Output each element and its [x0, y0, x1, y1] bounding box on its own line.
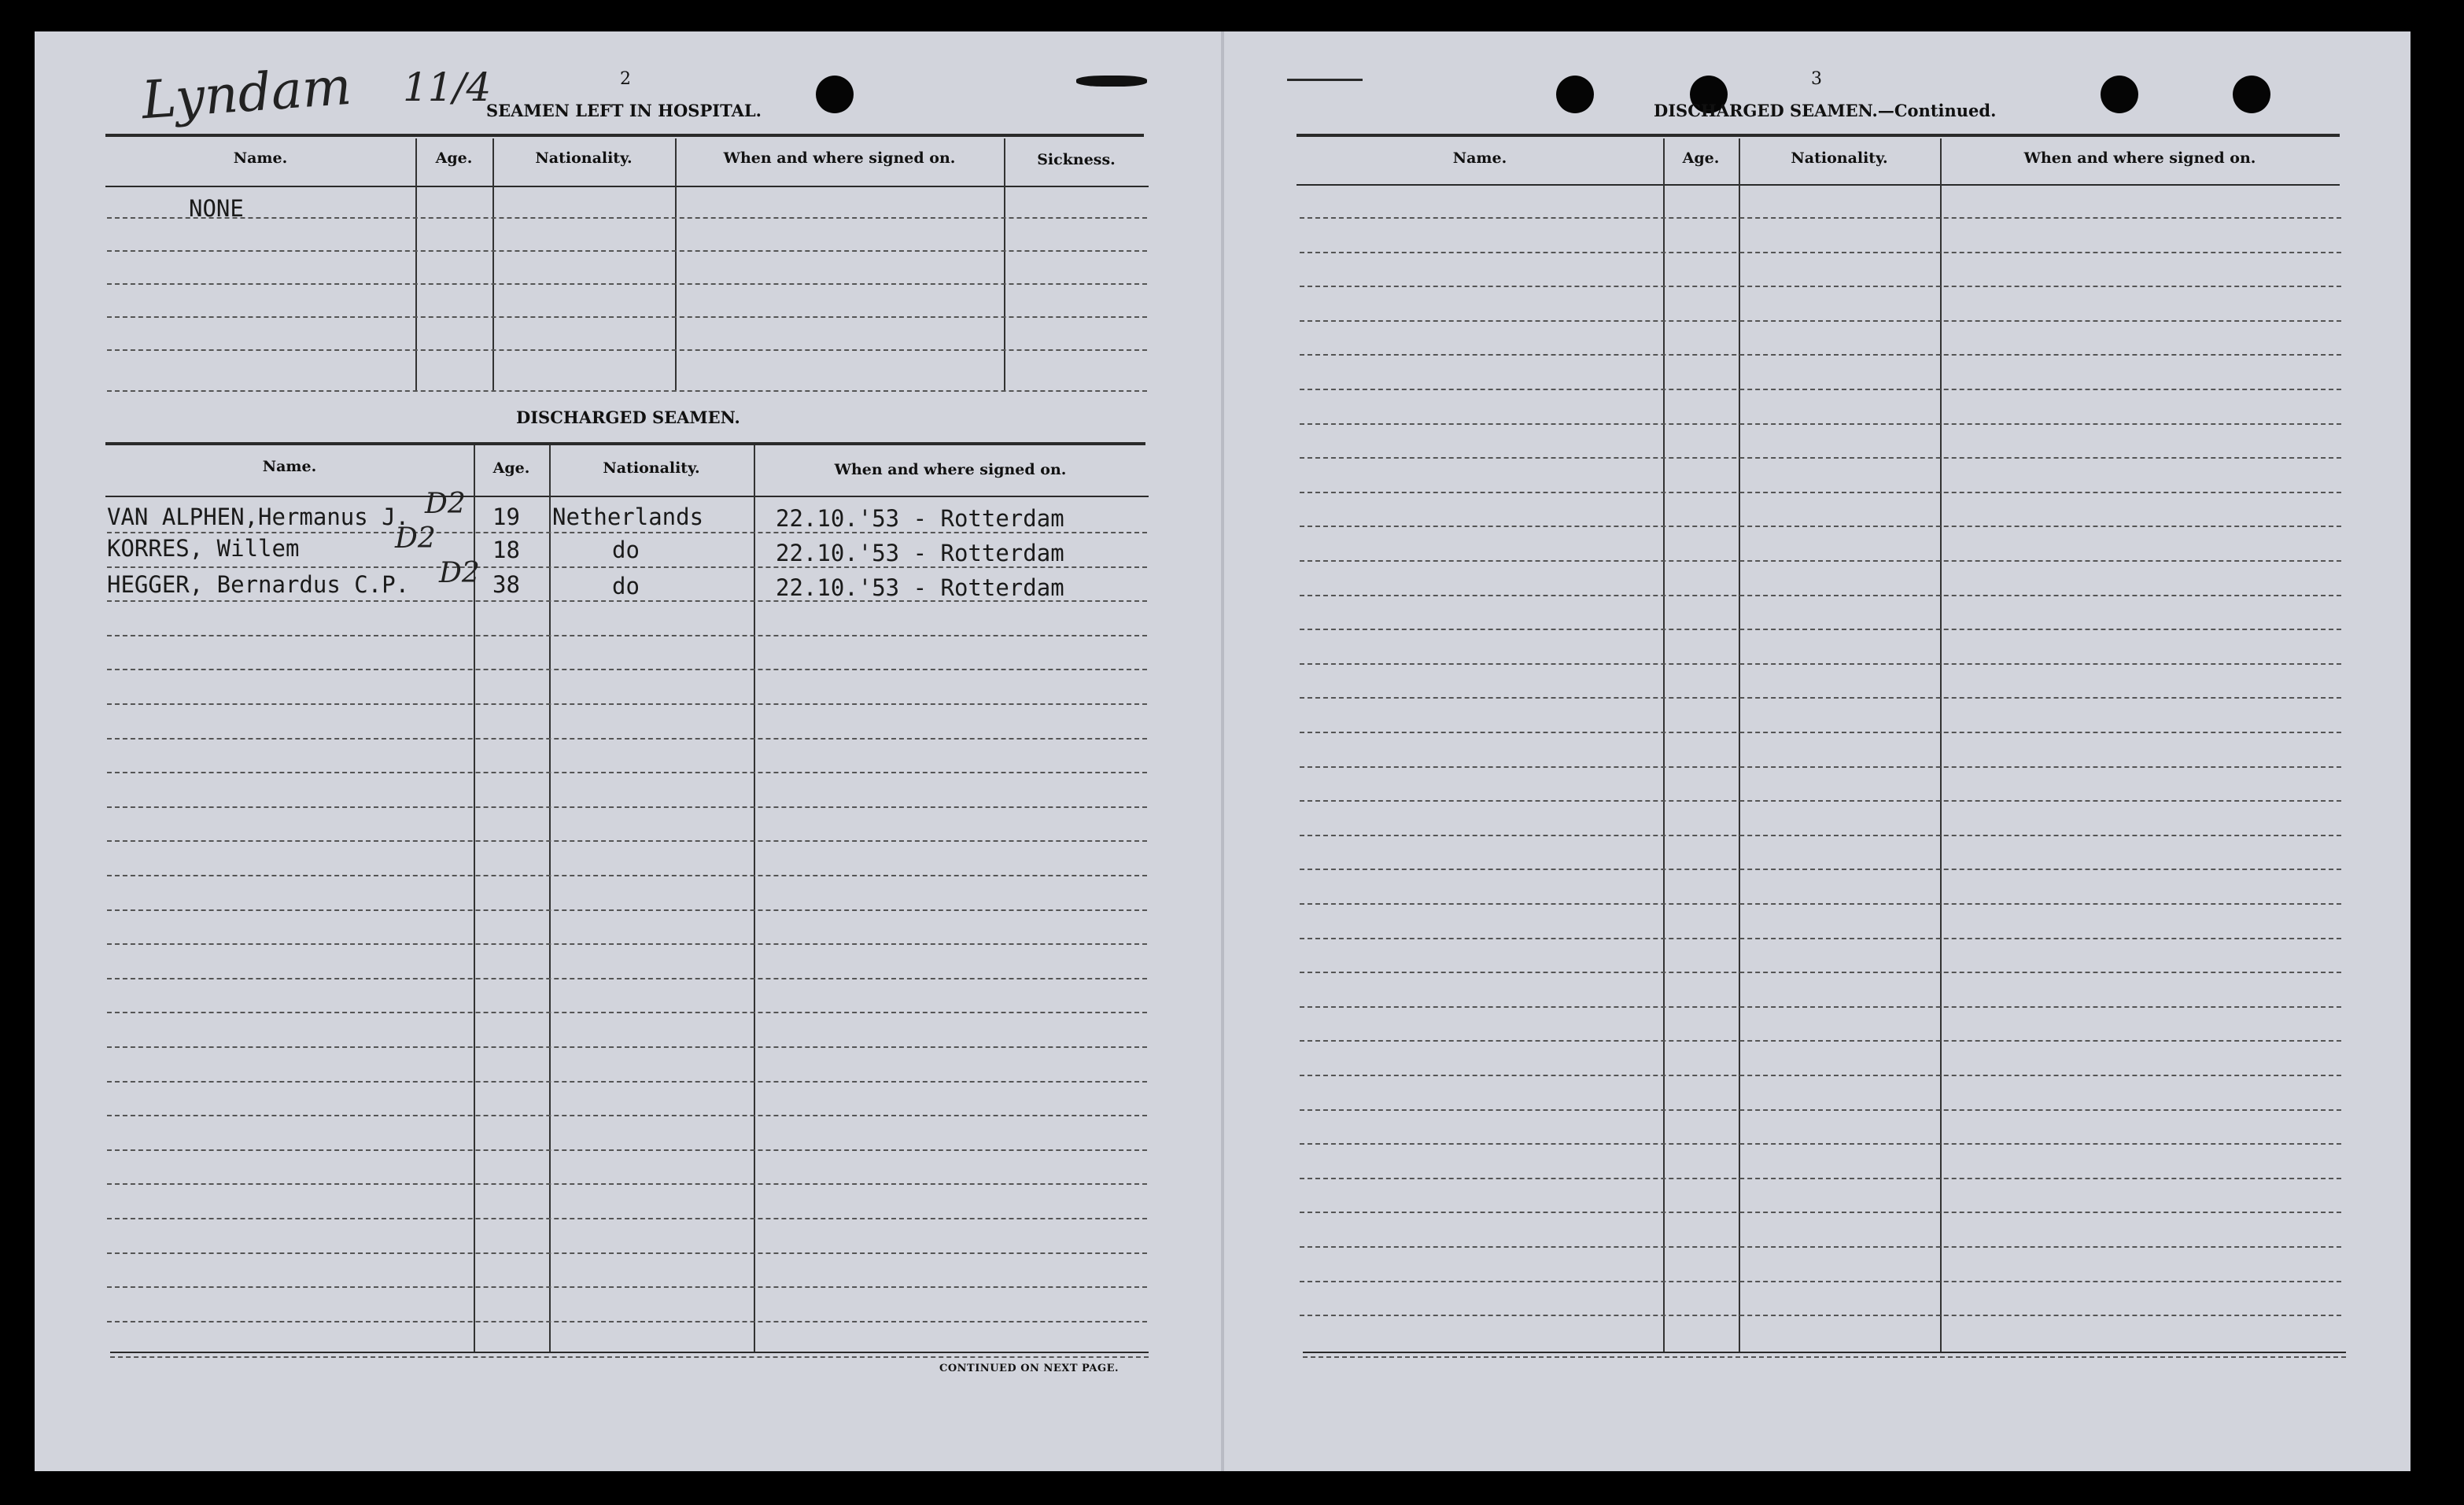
discharged-section-title: DISCHARGED SEAMEN. — [516, 408, 740, 427]
ruled-line — [1300, 492, 2341, 493]
punch-hole — [2101, 76, 2138, 113]
right-header-age: Age. — [1682, 149, 1720, 167]
ruled-line — [107, 1286, 1147, 1288]
ruled-line — [1300, 800, 2341, 802]
page-fold — [1221, 31, 1224, 1471]
ruled-line — [1300, 903, 2341, 905]
ruled-line — [107, 1218, 1147, 1219]
hospital-section-title: SEAMEN LEFT IN HOSPITAL. — [486, 101, 762, 120]
ruled-line — [1300, 766, 2341, 768]
ruled-line — [107, 1321, 1147, 1322]
hospital-header-age: Age. — [435, 149, 473, 167]
ruled-line — [1300, 526, 2341, 527]
ruled-line — [1300, 938, 2341, 939]
ruled-line — [107, 1149, 1147, 1151]
discharged-name: KORRES, Willem — [107, 535, 300, 562]
ruled-line — [107, 1081, 1147, 1083]
hospital-header-rule — [105, 186, 1149, 187]
right-table-top-rule — [1297, 134, 2340, 137]
discharged-age: 18 — [492, 537, 520, 563]
hospital-row-line — [107, 250, 1147, 252]
ruled-line — [1300, 835, 2341, 836]
date-handwriting: 11/4 — [403, 65, 492, 110]
discharged-header-nationality: Nationality. — [603, 459, 700, 477]
discharged-col-divider — [754, 445, 755, 1353]
discharged-signed-on: 22.10.'53 - Rotterdam — [776, 505, 1064, 532]
discharged-age: 19 — [492, 504, 520, 530]
ruled-line — [1300, 1212, 2341, 1213]
hospital-none-entry: NONE — [189, 195, 244, 222]
hospital-col-divider — [492, 138, 494, 390]
ruled-line — [1300, 389, 2341, 390]
ruled-line — [1300, 1315, 2341, 1316]
ruled-line — [107, 772, 1147, 773]
discharged-header-signed-on: When and where signed on. — [834, 461, 1067, 478]
discharged-header-rule — [105, 496, 1149, 497]
discharge-mark: D2 — [439, 557, 480, 589]
ruled-line — [107, 1115, 1147, 1116]
ruled-line — [1300, 252, 2341, 253]
discharged-bottom-rule — [110, 1352, 1149, 1353]
page-number-right: 3 — [1811, 69, 1822, 89]
ruled-line — [1300, 320, 2341, 322]
discharged-col-divider — [549, 445, 551, 1353]
ruled-line — [107, 703, 1147, 705]
hospital-col-divider — [1004, 138, 1005, 390]
ruled-line — [107, 806, 1147, 808]
discharged-nationality: do — [612, 537, 640, 563]
ruled-line — [107, 840, 1147, 842]
discharged-header-age: Age. — [492, 459, 530, 477]
discharged-signed-on: 22.10.'53 - Rotterdam — [776, 540, 1064, 566]
ruled-line — [107, 943, 1147, 945]
ruled-line — [1300, 1143, 2341, 1145]
ruled-line — [1300, 354, 2341, 356]
ruled-line — [107, 1012, 1147, 1013]
discharged-name: VAN ALPHEN,Hermanus J. — [107, 504, 410, 530]
page-number-left: 2 — [620, 69, 631, 89]
discharge-mark: D2 — [425, 488, 466, 520]
hospital-col-divider — [675, 138, 677, 390]
punch-hole — [816, 76, 854, 113]
hospital-col-divider — [415, 138, 417, 390]
discharged-bottom-rule-dashed — [110, 1356, 1149, 1358]
ruled-line — [1300, 1281, 2341, 1282]
discharged-signed-on: 22.10.'53 - Rotterdam — [776, 574, 1064, 601]
ruled-line — [1300, 1178, 2341, 1179]
ruled-line — [1300, 697, 2341, 699]
ruled-line — [107, 909, 1147, 911]
ruled-line — [1300, 457, 2341, 459]
hospital-header-signed-on: When and where signed on. — [723, 149, 956, 167]
ink-smudge — [1076, 76, 1147, 87]
hospital-row-line — [107, 349, 1147, 351]
right-header-signed-on: When and where signed on. — [2023, 149, 2256, 167]
hospital-row-line — [107, 316, 1147, 318]
discharge-mark: D2 — [395, 522, 436, 555]
discharged-header-name: Name. — [262, 458, 317, 475]
ruled-line — [107, 1046, 1147, 1048]
ruled-line — [1300, 732, 2341, 733]
hospital-header-nationality: Nationality. — [535, 149, 633, 167]
hospital-row-line — [107, 217, 1147, 219]
hospital-row-line — [107, 390, 1147, 392]
continued-section-title: DISCHARGED SEAMEN.—Continued. — [1654, 101, 1997, 120]
right-header-rule — [1297, 184, 2340, 186]
ruled-line — [107, 875, 1147, 876]
hospital-header-name: Name. — [233, 149, 288, 167]
punch-hole — [1556, 76, 1594, 113]
ruled-line — [1300, 1040, 2341, 1042]
ruled-line — [1300, 286, 2341, 287]
punch-hole — [2233, 76, 2270, 113]
ruled-line — [1300, 972, 2341, 973]
hospital-table-top-rule — [105, 134, 1144, 137]
ruled-line — [1300, 869, 2341, 870]
discharged-nationality: do — [612, 573, 640, 599]
ruled-line — [107, 1183, 1147, 1185]
ruled-line — [1300, 1006, 2341, 1008]
ruled-line — [107, 738, 1147, 740]
hospital-header-sickness: Sickness. — [1037, 151, 1116, 168]
ruled-line — [1300, 663, 2341, 665]
continued-footer: CONTINUED ON NEXT PAGE. — [939, 1363, 1119, 1374]
hospital-row-line — [107, 283, 1147, 285]
discharged-table-top-rule — [105, 442, 1145, 445]
ruled-line — [1300, 595, 2341, 596]
discharged-age: 38 — [492, 571, 520, 598]
right-header-name: Name. — [1452, 149, 1507, 167]
right-bottom-rule-dashed — [1303, 1356, 2346, 1358]
ruled-line — [107, 532, 1147, 533]
right-bottom-rule — [1303, 1352, 2346, 1353]
ruled-line — [107, 978, 1147, 979]
ruled-line — [107, 669, 1147, 670]
ruled-line — [1300, 560, 2341, 562]
ruled-line — [1300, 217, 2341, 219]
ruled-line — [1300, 629, 2341, 630]
ruled-line — [1300, 1246, 2341, 1248]
ruled-line — [107, 1252, 1147, 1254]
discharged-nationality: Netherlands — [552, 504, 704, 530]
ruled-line — [1300, 1109, 2341, 1111]
ship-name-handwriting: Lyndam — [139, 55, 354, 131]
stray-mark — [1287, 79, 1363, 81]
discharged-name: HEGGER, Bernardus C.P. — [107, 571, 410, 598]
ruled-line — [107, 635, 1147, 636]
ruled-line — [1300, 423, 2341, 425]
right-header-nationality: Nationality. — [1791, 149, 1888, 167]
ruled-line — [1300, 1075, 2341, 1076]
